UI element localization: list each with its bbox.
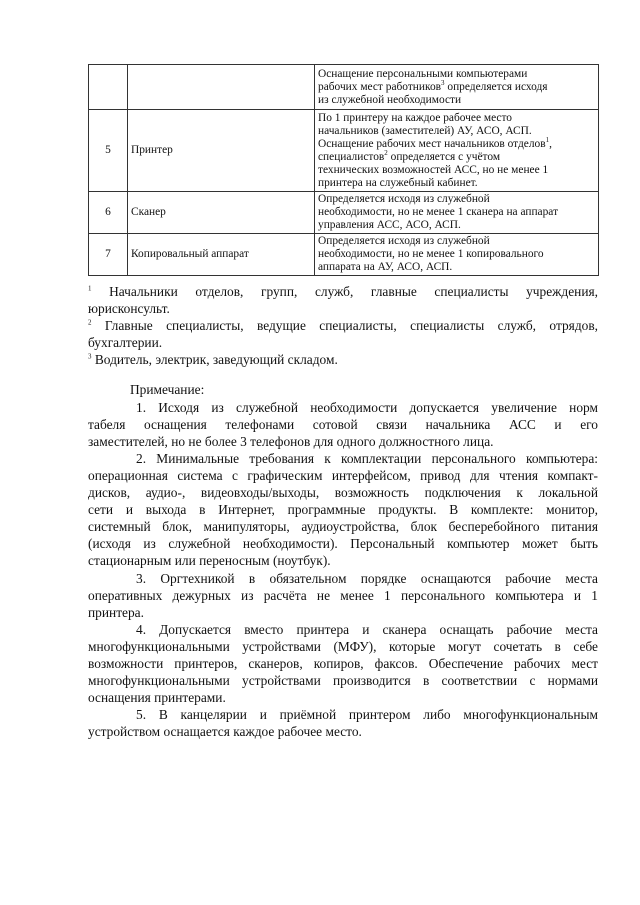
note-item-1: 1. Исходя из служебной необходимости допускается увеличение норм — [136, 400, 598, 415]
note-item-4-line: многофункциональными устройствами производится в соответствии с нормами — [88, 673, 598, 688]
note-item-2-line: стационарным или переносным (ноутбук). — [88, 553, 331, 568]
equipment-name — [128, 65, 315, 110]
equipment-norms-table — [88, 64, 599, 276]
footnote-2-cont: бухгалтерии. — [88, 335, 163, 350]
row-number — [89, 65, 128, 110]
note-item-2-line: дисков, аудио-, видеовходы/выходы, возможность подключения к локальной — [88, 485, 598, 500]
note-item-4: 4. Допускается вместо принтера и сканера оснащать рабочие места — [136, 622, 598, 637]
row-number: 7 — [89, 234, 128, 276]
equipment-name: Копировальный аппарат — [128, 234, 315, 276]
equipment-name: Сканер — [128, 192, 315, 234]
note-item-2-line: (исходя из служебной необходимости). Персональный компьютер может быть — [88, 536, 598, 551]
equipment-norm: Оснащение персональными компьютерами рабочих мест работников$^3$ определяется исходя из служебной необходимости — [315, 65, 599, 110]
table-row — [89, 110, 599, 192]
footnote-1-cont: юрисконсульт. — [88, 301, 170, 316]
note-heading: Примечание: — [130, 382, 205, 397]
footnote-2: $^2$ Главные специалисты, ведущие специалисты, специалисты служб, отрядов, — [88, 318, 598, 333]
note-item-1-line: заместителей, но не более 3 телефонов для одного должностного лица. — [88, 434, 494, 449]
note-item-5-line: устройством оснащается каждое рабочее место. — [88, 724, 362, 739]
note-item-2-line: операционная система с графическим интерфейсом, привод для чтения компакт- — [88, 468, 598, 483]
equipment-norm: Определяется исходя из служебной необходимости, но не менее 1 копировального аппарата на АУ, АСО, АСП. — [315, 234, 599, 276]
note-item-4-line: оснащения принтерами. — [88, 690, 226, 705]
note-item-1-line: табеля оснащения телефонами сотовой связи начальника АСС и его — [88, 417, 598, 432]
footnote-1: $^1$ Начальники отделов, групп, служб, главные специалисты учреждения, — [88, 284, 598, 299]
note-item-3-line: принтера. — [88, 605, 144, 620]
row-number: 5 — [89, 110, 128, 192]
note-item-2-line: системный блок, манипуляторы, аудиоустройства, блок бесперебойного питания — [88, 519, 598, 534]
table-row — [89, 65, 599, 110]
footnote-3: $^3$ Водитель, электрик, заведующий складом. — [88, 352, 338, 367]
equipment-name: Принтер — [128, 110, 315, 192]
note-item-2: 2. Минимальные требования к комплектации персонального компьютера: — [136, 451, 598, 466]
note-item-5: 5. В канцелярии и приёмной принтером либо многофункциональным — [136, 707, 598, 722]
note-item-4-line: многофункциональными устройствами (МФУ), которые могут сочетать в себе — [88, 639, 598, 654]
equipment-norm: Определяется исходя из служебной необходимости, но не менее 1 сканера на аппарат управления АСС, АСО, АСП. — [315, 192, 599, 234]
note-item-3: 3. Оргтехникой в обязательном порядке оснащаются рабочие места — [136, 571, 598, 586]
table-row — [89, 234, 599, 276]
note-item-3-line: оперативных дежурных из расчёта не менее 1 персонального компьютера и 1 — [88, 588, 598, 603]
row-number: 6 — [89, 192, 128, 234]
note-item-4-line: возможности принтеров, сканеров, копиров, факсов. Обеспечение рабочих мест — [88, 656, 598, 671]
table-row — [89, 192, 599, 234]
note-item-2-line: сети и выхода в Интернет, программные продукты. В комплекте: монитор, — [88, 502, 598, 517]
equipment-norm: По 1 принтеру на каждое рабочее место начальников (заместителей) АУ, АСО, АСП. Оснащение рабочих мест начальников отделов$^1$, специалистов$^2$ определяется с учётом технических возможностей АСС, но не менее 1 принтера на служебный кабинет. — [315, 110, 599, 192]
